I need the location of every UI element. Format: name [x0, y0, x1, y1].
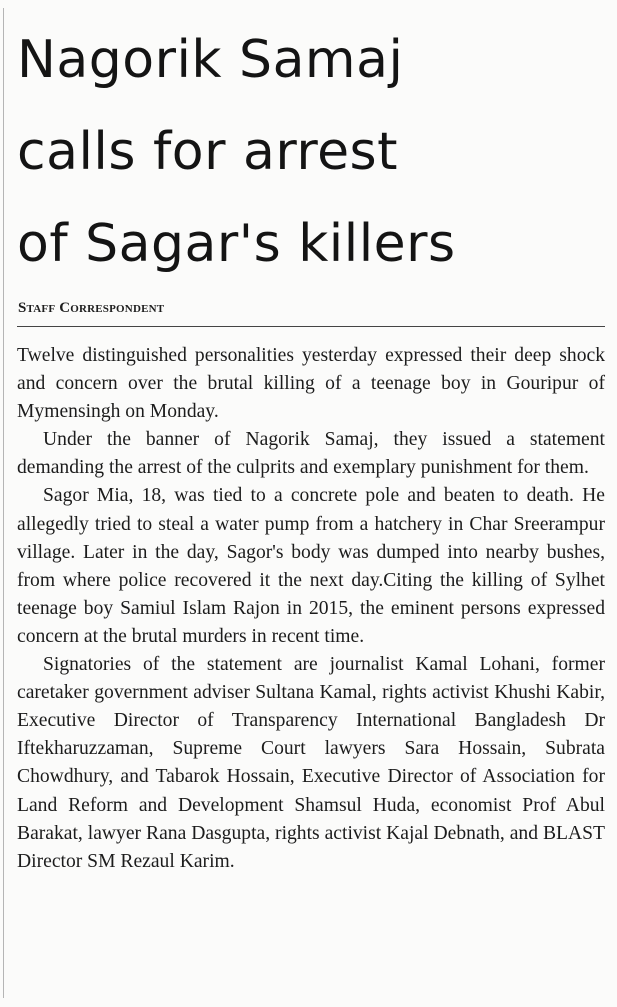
byline-divider	[17, 326, 605, 327]
headline	[17, 14, 607, 290]
headline-line: of Sagar's killers	[17, 214, 456, 274]
headline-line: calls for arrest	[17, 122, 399, 182]
article-paragraph: Twelve distinguished personalities yesterday expressed their deep shock and concern over the brutal killing of a teenage boy in Gouripur of Mymensingh on Monday.	[17, 345, 605, 423]
headline-line: Nagorik Samaj	[17, 30, 404, 90]
article-body	[17, 342, 605, 876]
article-paragraph: Signatories of the statement are journalist Kamal Lohani, former caretaker government adviser Sultana Kamal, rights activist Khushi Kabir, Executive Director of Transparency International Bangladesh Dr Iftekharuzzaman, Supreme Court lawyers Sara Hossain, Subrata Chowdhury, and Tabarok Hossain, Executive Director of Association for Land Reform and Development Shamsul Huda, economist Prof Abul Barakat, lawyer Rana Dasgupta, rights activist Kajal Debnath, and BLAST Director SM Rezaul Karim.	[17, 654, 605, 872]
article-paragraph: Under the banner of Nagorik Samaj, they issued a statement demanding the arrest of the culprits and exemplary punishment for them.	[17, 429, 605, 479]
article-paragraph: Sagor Mia, 18, was tied to a concrete pole and beaten to death. He allegedly tried to steal a water pump from a hatchery in Char Sreerampur village. Later in the day, Sagor's body was dumped into nearby bushes, from where police recovered it the next day.Citing the killing of Sylhet teenage boy Samiul Islam Rajon in 2015, the eminent persons expressed concern at the brutal murders in recent time.	[17, 485, 605, 647]
byline: Staff Correspondent	[18, 300, 165, 316]
column-divider	[3, 8, 4, 998]
